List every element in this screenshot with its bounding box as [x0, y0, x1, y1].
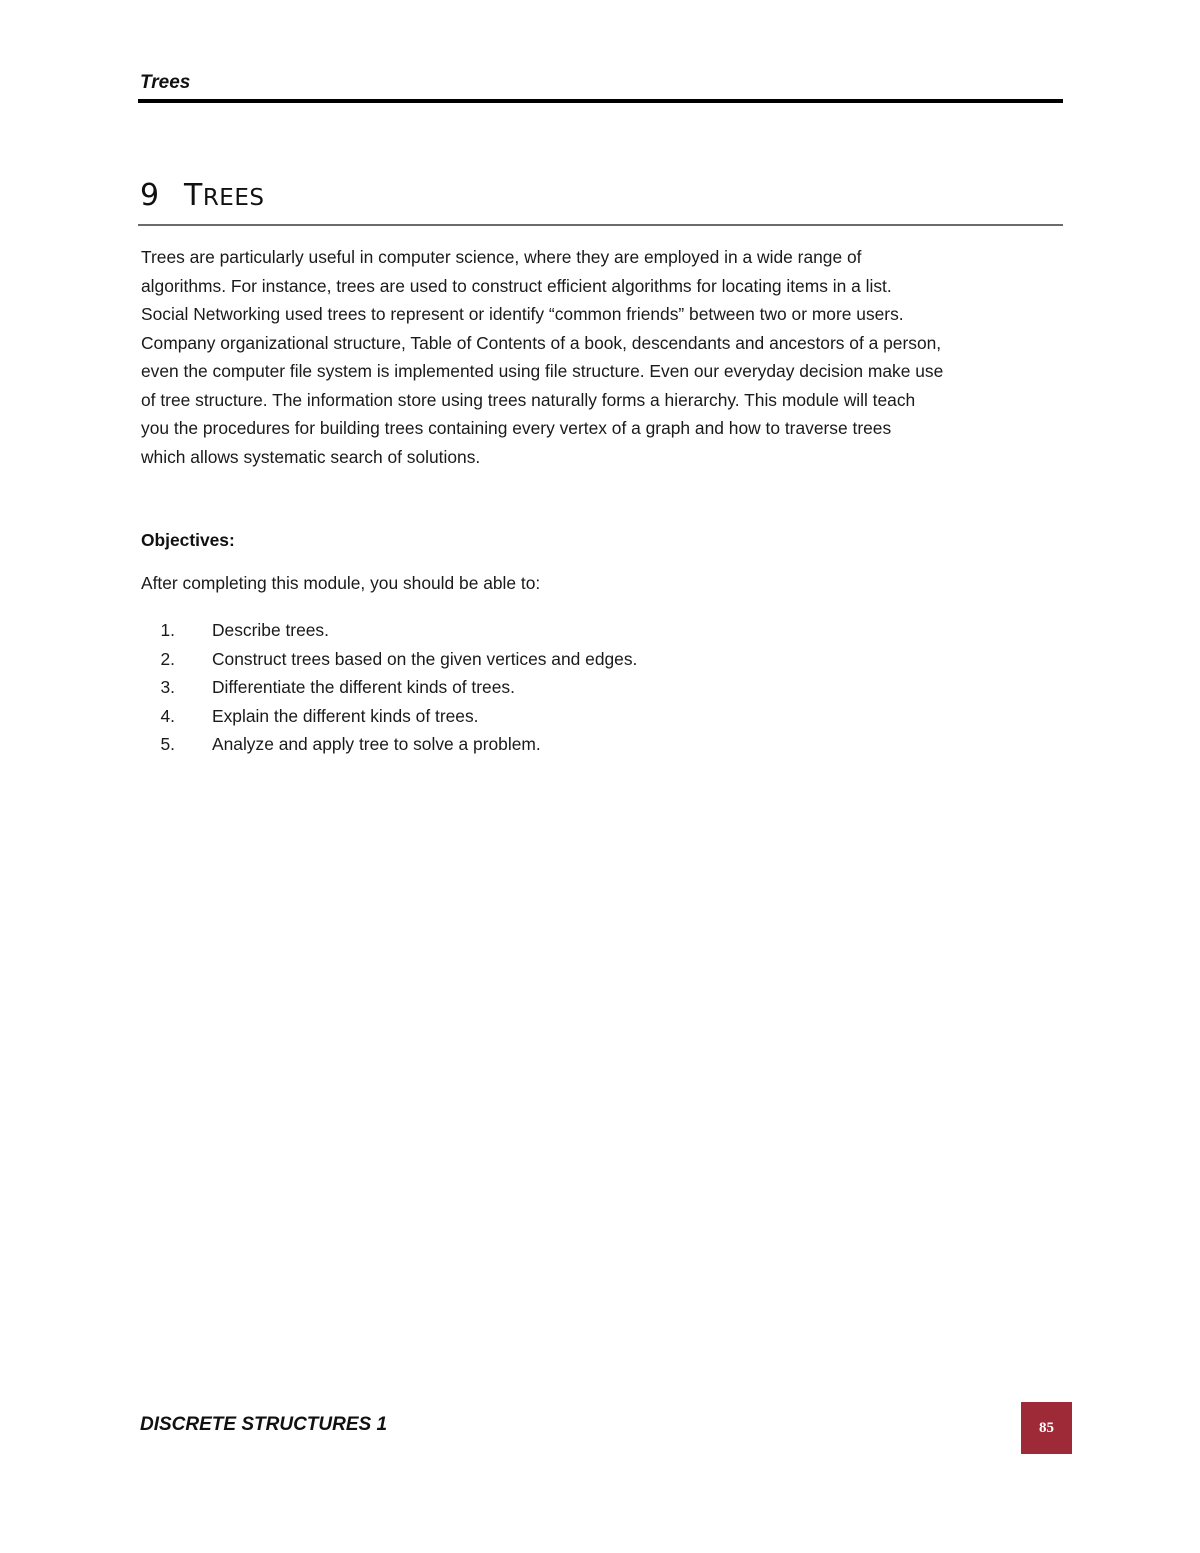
- list-item: [141, 702, 637, 731]
- list-item: [141, 645, 637, 674]
- footer-course-title: DISCRETE STRUCTURES 1: [140, 1414, 388, 1435]
- page-number-badge: [1021, 1402, 1072, 1454]
- intro-line: you the procedures for building trees containing every vertex of a graph and how to traverse trees: [141, 418, 892, 438]
- list-item-text: Analyze and apply tree to solve a problem.: [212, 734, 541, 755]
- list-item-text: Construct trees based on the given vertices and edges.: [212, 648, 638, 669]
- objectives-lead: After completing this module, you should be able to:: [141, 573, 541, 593]
- list-item: [141, 616, 637, 645]
- list-item-text: Differentiate the different kinds of trees.: [212, 677, 515, 698]
- chapter-title-rule: [138, 224, 1063, 226]
- list-item: [141, 673, 637, 702]
- intro-paragraph: [141, 243, 1063, 471]
- list-item-index: 2.: [160, 648, 175, 669]
- list-item-text: Describe trees.: [212, 620, 329, 640]
- intro-line: Trees are particularly useful in computer science, where they are employed in a wide range of: [141, 247, 862, 267]
- list-item-index: 1.: [160, 620, 175, 640]
- intro-line: Company organizational structure, Table of Contents of a book, descendants and ancestors of a person,: [141, 332, 942, 353]
- list-item-index: 3.: [160, 677, 175, 698]
- list-item-index: 5.: [160, 734, 175, 755]
- header-rule: [138, 99, 1063, 103]
- list-item-text: Explain the different kinds of trees.: [212, 705, 479, 726]
- chapter-title-rest: REES: [202, 185, 265, 211]
- chapter-title: [140, 178, 264, 213]
- intro-line: which allows systematic search of solutions.: [141, 446, 481, 467]
- chapter-title-initial: T: [184, 178, 203, 213]
- running-header: Trees: [140, 72, 191, 93]
- intro-line: Social Networking used trees to represent or identify “common friends” between two or more users.: [141, 304, 904, 324]
- list-item-index: 4.: [160, 705, 175, 726]
- objectives-heading: Objectives:: [141, 530, 235, 550]
- list-item: [141, 730, 637, 759]
- objectives-list: [141, 616, 637, 759]
- intro-line: algorithms. For instance, trees are used to construct efficient algorithms for locating items in a list.: [141, 275, 892, 296]
- page-number: 85: [1039, 1419, 1054, 1436]
- intro-line: even the computer file system is implemented using file structure. Even our everyday decision make use: [141, 361, 944, 381]
- chapter-number: 9: [140, 178, 160, 213]
- intro-line: of tree structure. The information store using trees naturally forms a hierarchy. This module will teach: [141, 389, 916, 410]
